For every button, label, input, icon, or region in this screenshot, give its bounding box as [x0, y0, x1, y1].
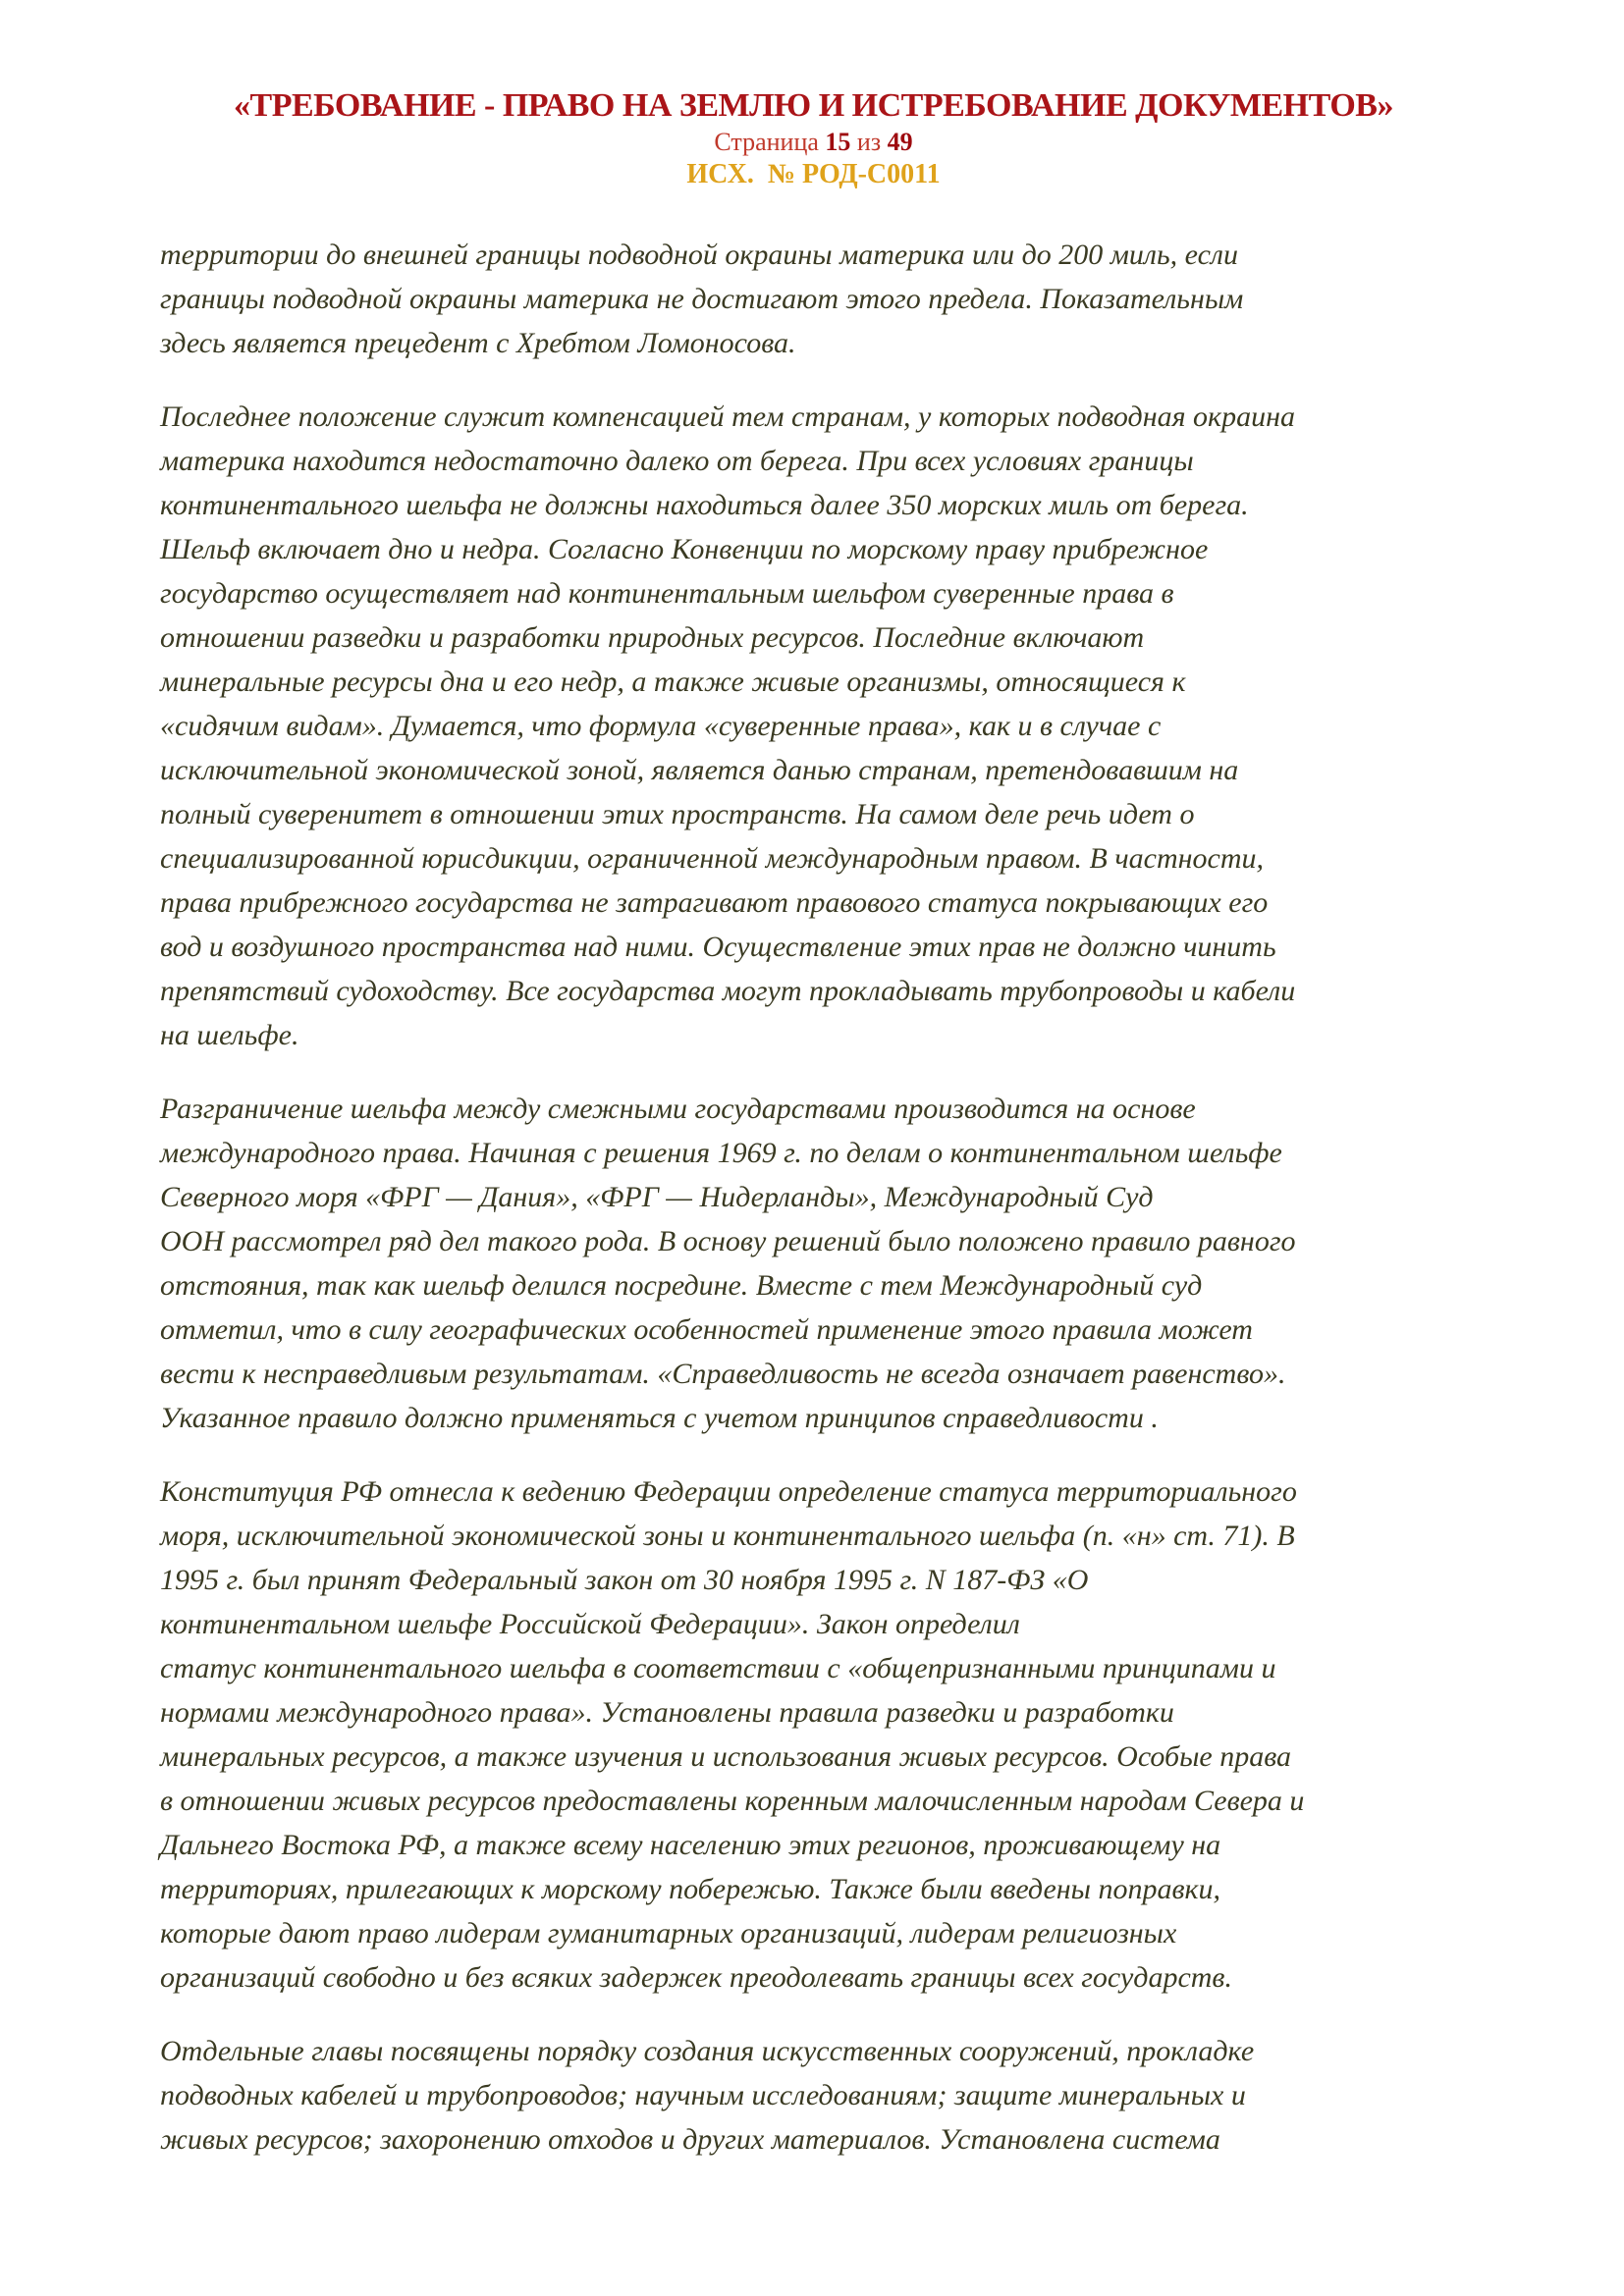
page-total-number: 49: [887, 128, 913, 156]
body-paragraph-5: Отдельные главы посвящены порядку создания искусственных сооружений, прокладке подводных кабелей и трубопроводов; научным исследованиям; защите минеральных и живых ресурсов; захоронению отходов и других материалов. Установлена система: [160, 2035, 1255, 2156]
page-separator: из: [856, 128, 882, 156]
body-paragraph-3: Разграничение шельфа между смежными государствами производится на основе международного права. Начиная с решения 1969 г. по делам о континентальном шельфе Северного моря «ФРГ — Дания», «ФРГ — Нидерланды», Международный Суд ООН рассмотрел ряд дел такого рода. В основу решений было положено правило равного отстояния, так как шельф делился посредине. Вместе с тем Международный суд отметил, что в силу географических особенностей применение этого правила может вести к несправедливым результатам. «Справедливость не всегда означает равенство». Указанное правило должно применяться с учетом принципов справедливости .: [160, 1093, 1296, 1434]
body-paragraph-4: Конституция РФ отнесла к ведению Федерации определение статуса территориального моря, исключительной экономической зоны и континентального шельфа (п. «н» ст. 71). В 1995 г. был принят Федеральный закон от 30 ноября 1995 г. N 187-ФЗ «О континентальном шельфе Российской Федерации». Закон определил статус континентального шельфа в соответствии с «общепризнанными принципами и нормами международного права». Установлены правила разведки и разработки минеральных ресурсов, а также изучения и использования живых ресурсов. Особые права в отношении живых ресурсов предоставлены коренным малочисленным народам Севера и Дальнего Востока РФ, а также всему населению этих регионов, проживающему на территориях, прилегающих к морскому побережью. Также были введены поправки, которые дают право лидерам гуманитарных организаций, лидерам религиозных организаций свободно и без всяких задержек преодолевать границы всех государств.: [160, 1475, 1305, 1994]
page-indicator: [160, 126, 1467, 158]
document-body: [160, 233, 1467, 2162]
body-paragraph-2: Последнее положение служит компенсацией тем странам, у которых подводная окраина материка находится недостаточно далеко от берега. При всех условиях границы континентального шельфа не должны находиться далее 350 морских миль от берега. Шельф включает дно и недра. Согласно Конвенции по морскому праву прибрежное государство осуществляет над континентальным шельфом суверенные права в отношении разведки и разработки природных ресурсов. Последние включают минеральные ресурсы дна и его недр, а также живые организмы, относящиеся к «сидячим видам». Думается, что формула «суверенные права», как и в случае с исключительной экономической зоной, является данью странам, претендовавшим на полный суверенитет в отношении этих пространств. На самом деле речь идет о специализированной юрисдикции, ограниченной международным правом. В частности, права прибрежного государства не затрагивают правового статуса покрывающих его вод и воздушного пространства над ними. Осуществление этих прав не должно чинить препятствий судоходству. Все государства могут прокладывать трубопроводы и кабели на шельфе.: [160, 400, 1296, 1051]
document-title: «ТРЕБОВАНИЕ - ПРАВО НА ЗЕМЛЮ И ИСТРЕБОВАНИЕ ДОКУМЕНТОВ»: [234, 87, 1393, 124]
page-current-number: 15: [825, 128, 851, 156]
document-header: [160, 86, 1467, 191]
outgoing-reference-number: ИСХ. № РОД-С0011: [686, 159, 941, 189]
page-label: Страница: [714, 128, 819, 156]
body-paragraph-1: территории до внешней границы подводной окраины материка или до 200 миль, если границы подводной окраины материка не достигают этого предела. Показательным здесь является прецедент с Хребтом Ломоносова.: [160, 239, 1244, 359]
